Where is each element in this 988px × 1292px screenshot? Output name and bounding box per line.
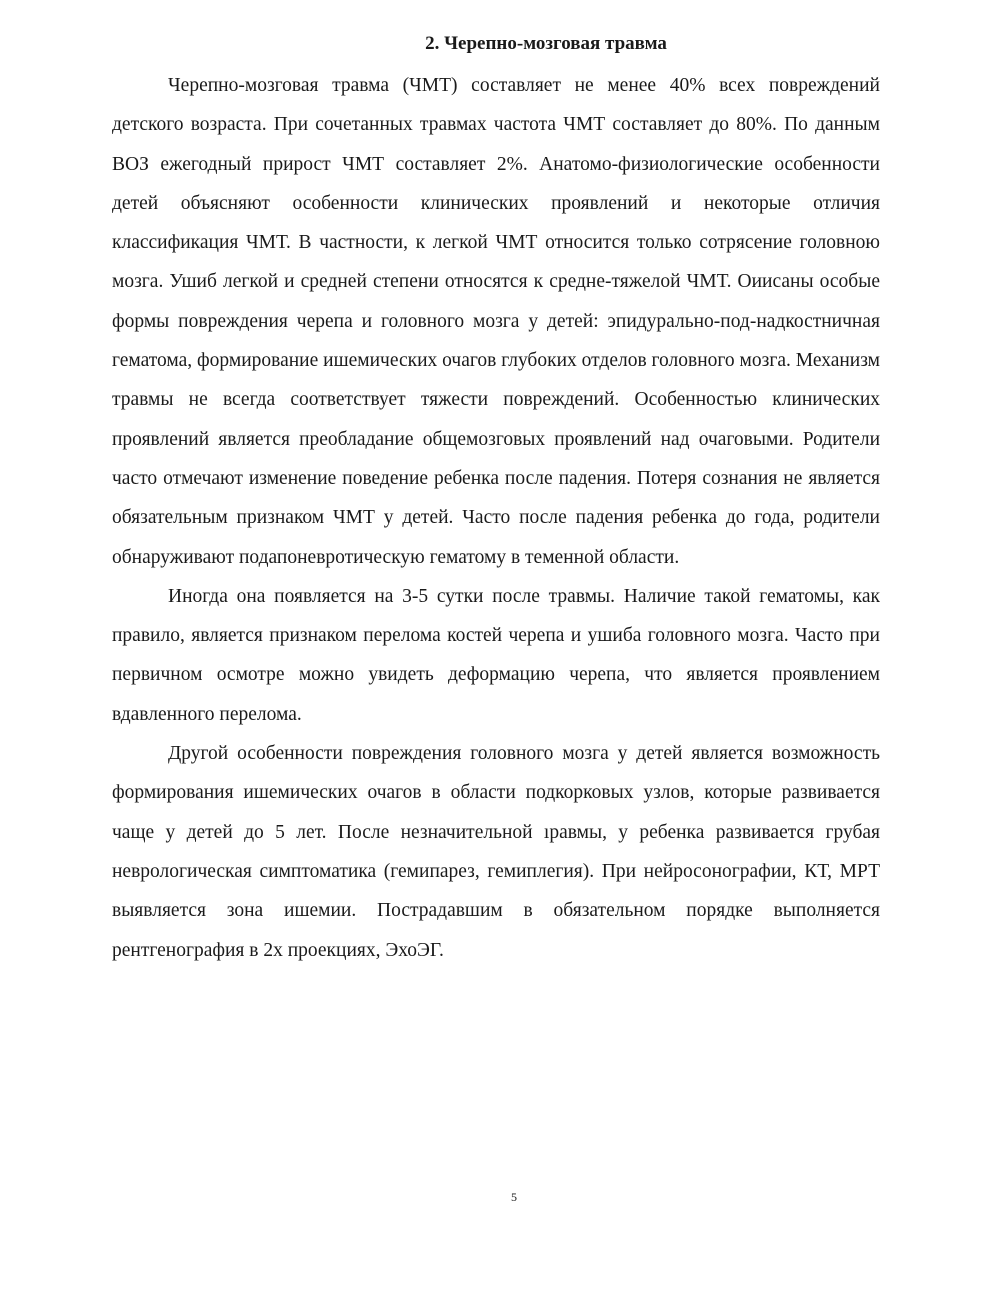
page-number: 5 bbox=[511, 1190, 517, 1204]
body-text bbox=[112, 66, 880, 970]
paragraph-1: Черепно-мозговая травма (ЧМТ) составляет не менее 40% всех повреждений детского возраста. При сочетанных травмах частота ЧМТ составляет до 80%. По данным ВОЗ ежегодный прирост ЧМТ составляет 2%. Анатомо-физиологические особенности детей объясняют особенности клинических проявлений и некоторые отличия классификация ЧМТ. В частности, к легкой ЧМТ относится только сотрясение головною мозга. Ушиб легкой и средней степени относятся к средне-тяжелой ЧМТ. Оиисаны особые формы повреждения черепа и головного мозга у детей: эпидурально-под-надкостничная гематома, формирование ишемических очагов глубоких отделов головного мозга. Механизм травмы не всегда соответствует тяжести повреждений. Особенностью клинических проявлений является преобладание общемозговых проявлений над очаговыми. Родители часто отмечают изменение поведение ребенка после падения. Потеря сознания не является обязательным признаком ЧМТ у детей. Часто после падения ребенка до года, родители обнаруживают подапоневротическую гематому в теменной области. bbox=[112, 75, 881, 568]
section-heading: 2. Черепно-мозговая травма bbox=[425, 33, 667, 54]
paragraph-3: Другой особенности повреждения головного мозга у детей является возможность формирования ишемических очагов в области подкорковых узлов, которые развивается чаще у детей до 5 лет. После незначительной ıравмы, у ребенка развивается грубая неврологическая симптоматика (гемипарез, гемиплегия). При нейросонографии, КТ, МРТ выявляется зона ишемии. Пострадавшим в обязательном порядке выполняется рентгенография в 2х проекциях, ЭхоЭГ. bbox=[112, 743, 880, 961]
paragraph-2: Иногда она появляется на 3-5 сутки после травмы. Наличие такой гематомы, как правило, является признаком перелома костей черепа и ушиба головного мозга. Часто при первичном осмотре можно увидеть деформацию черепа, что является проявлением вдавленного перелома. bbox=[112, 585, 880, 725]
